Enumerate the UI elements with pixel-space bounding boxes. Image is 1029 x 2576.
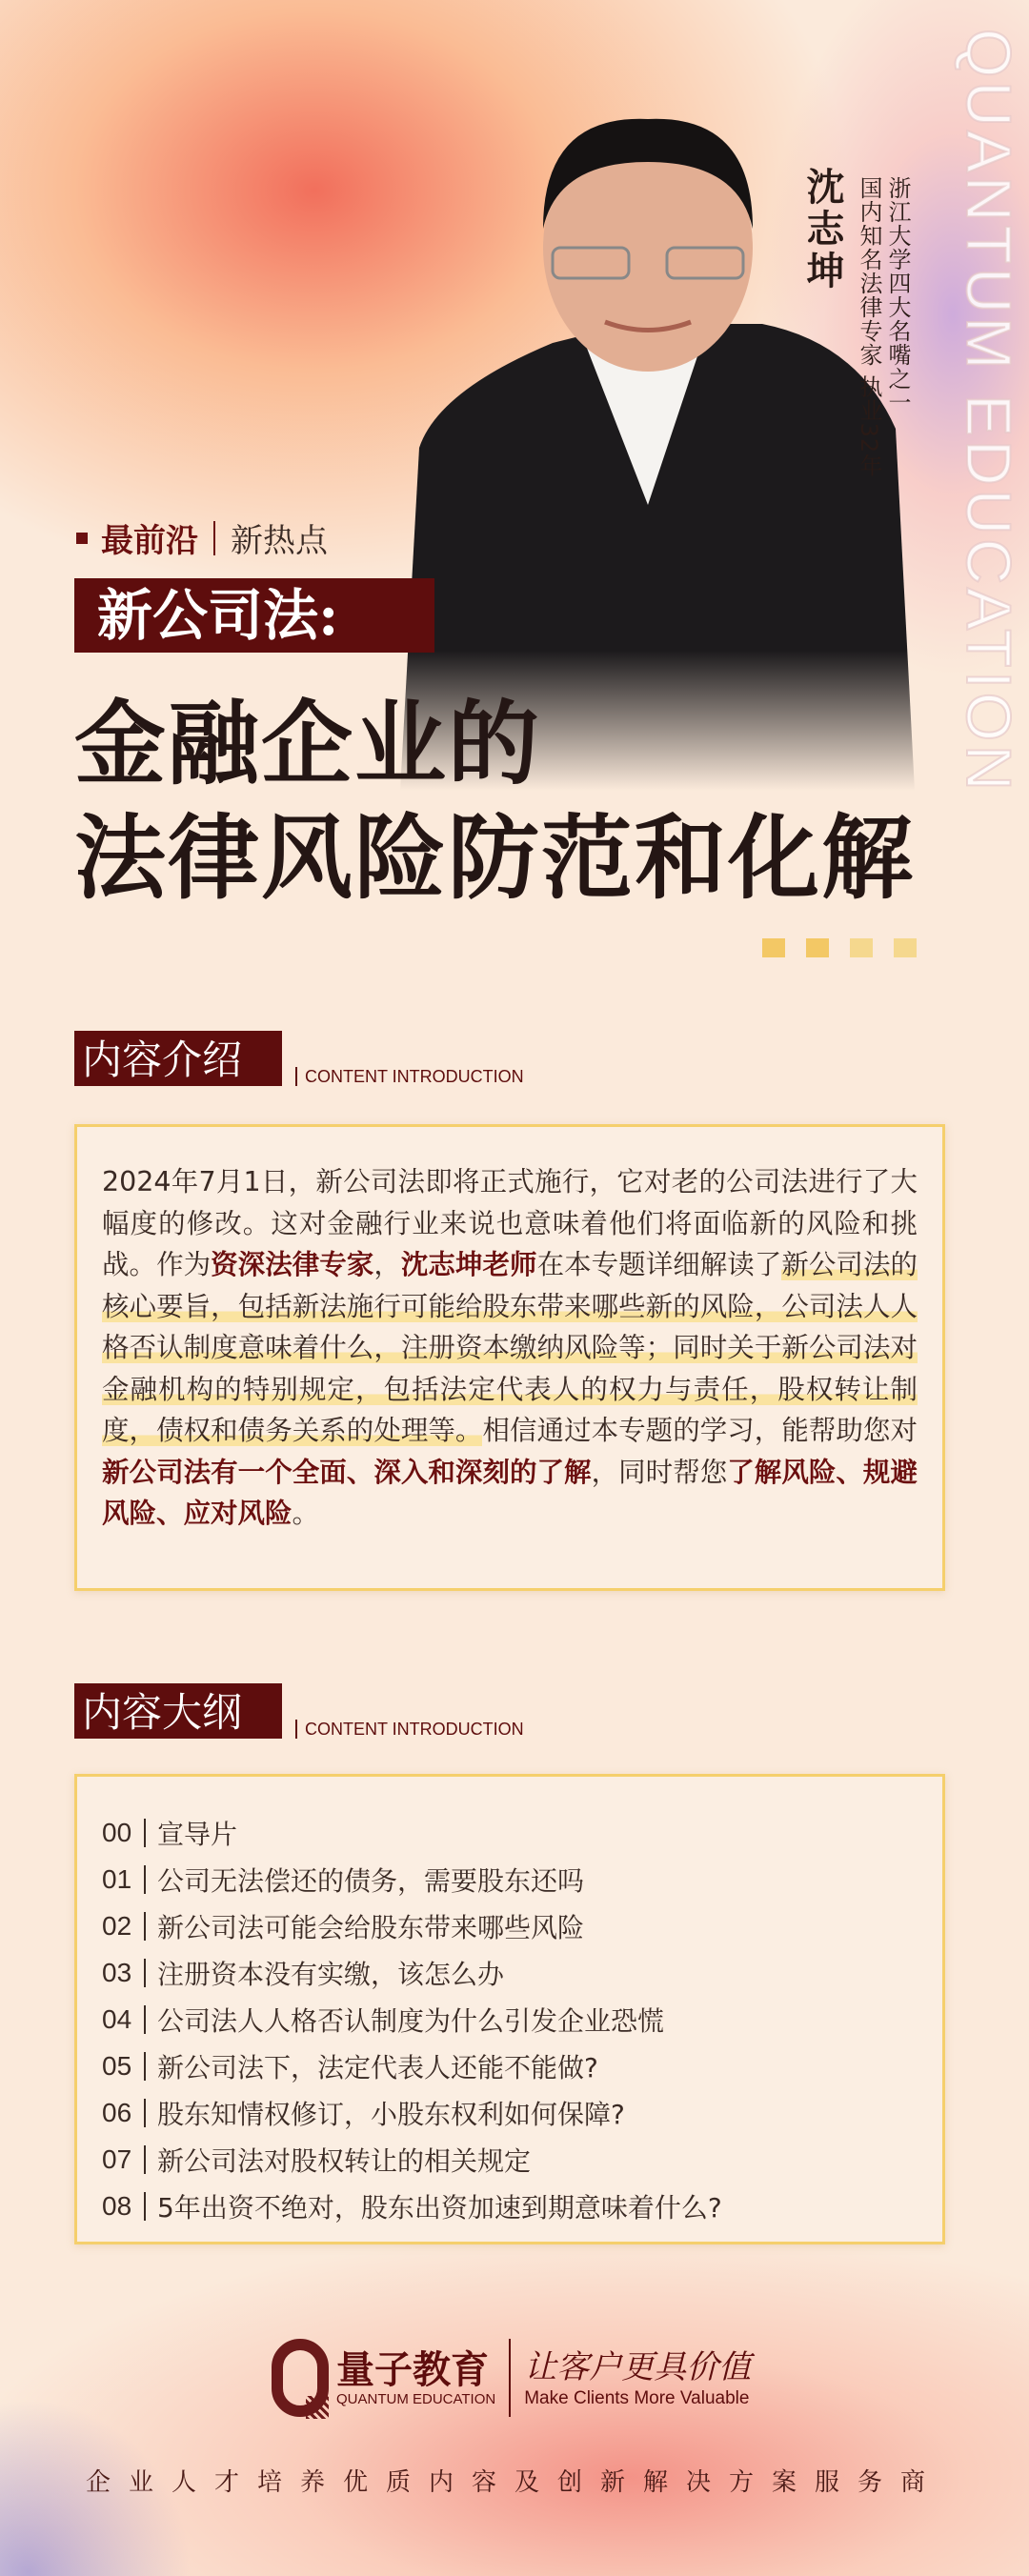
intro-text: 。: [292, 1498, 320, 1529]
item-number: 01: [102, 1863, 132, 1894]
list-item: [102, 1809, 918, 1856]
tagline-secondary: 新热点: [231, 522, 328, 560]
item-number: 08: [102, 2190, 132, 2221]
section-subtitle: CONTENT INTRODUCTION: [295, 1067, 524, 1086]
speaker-bio-line: 国内知名法律专家 执业32年: [856, 176, 882, 478]
divider: [509, 2339, 511, 2417]
list-item: [102, 2089, 918, 2136]
square-bullet-icon: [76, 533, 88, 544]
item-text: 宣导片: [157, 1818, 238, 1850]
tagline: [76, 514, 328, 561]
item-text: 新公司法对股权转让的相关规定: [157, 2144, 532, 2177]
intro-highlight: 新公司法的核心要旨，包括新法施行可能给股东带来哪些新的风险，公司法人人格否认制度意味着什么，注册资本缴纳风险等；同时关于新公司法对金融机构的特别规定，包括法定代表人的权力与责任，股权转让制度，债权和债务关系的处理等。: [102, 1249, 918, 1446]
section-subtitle: CONTENT INTRODUCTION: [295, 1720, 524, 1739]
intro-emphasis: 沈志坤老师: [400, 1249, 537, 1280]
list-item: [102, 2043, 918, 2089]
item-number: 07: [102, 2143, 132, 2174]
item-number: 06: [102, 2097, 132, 2127]
section-title: 内容大纲: [74, 1683, 282, 1739]
item-text: 公司无法偿还的债务，需要股东还吗: [157, 1864, 585, 1897]
slogan-en: Make Clients More Valuable: [524, 2388, 750, 2408]
brand-name: 量子教育: [336, 2347, 489, 2392]
vertical-brand-text: QUANTUM EDUCATION: [954, 29, 1024, 795]
page-title-line: 金融企业的: [74, 690, 541, 797]
footer-logo: [272, 2339, 751, 2417]
list-item: [102, 1902, 918, 1949]
item-number: 05: [102, 2050, 132, 2081]
outline-card: [74, 1774, 945, 2244]
item-text: 注册资本没有实缴，该怎么办: [157, 1958, 505, 1990]
speaker-bio-line: 浙江大学四大名嘴之一: [884, 176, 911, 414]
decorative-squares: [762, 938, 917, 957]
quantum-logo-icon: [272, 2339, 329, 2417]
intro-emphasis: 新公司法有一个全面、深入和深刻的了解: [102, 1456, 592, 1488]
item-text: 公司法人人格否认制度为什么引发企业恐慌: [157, 2004, 665, 2037]
item-text: 新公司法下，法定代表人还能不能做?: [157, 2051, 598, 2083]
item-number: 00: [102, 1817, 132, 1847]
item-text: 5年出资不绝对，股东出资加速到期意味着什么?: [157, 2191, 722, 2224]
page-title-line: 法律风险防范和化解: [74, 804, 915, 912]
intro-text: ，同时帮您: [591, 1456, 728, 1488]
footer-tagline: 企业人才培养优质内容及创新解决方案服务商: [85, 2468, 943, 2497]
intro-text: 相信通过本专题的学习，能帮助您对: [482, 1415, 918, 1446]
intro-text: 2024年7月1日，新公司法即将正式施行，它对老的公司法进行了大幅度的修改。这对金融行业来说也意味着他们将面临新的风险和挑战。作为: [102, 1166, 918, 1280]
speaker-name: 沈志坤: [800, 167, 845, 292]
intro-emphasis: 了解风险、规避风险、应对风险: [102, 1456, 918, 1529]
list-item: [102, 1996, 918, 2043]
item-number: 03: [102, 1957, 132, 1987]
list-item: [102, 1856, 918, 1902]
item-text: 新公司法可能会给股东带来哪些风险: [157, 1911, 585, 1943]
item-text: 股东知情权修订，小股东权利如何保障?: [157, 2098, 625, 2130]
item-number: 02: [102, 1910, 132, 1941]
outline-heading: [74, 1683, 524, 1739]
intro-text: 在本专题详细解读了: [536, 1249, 782, 1280]
slogan: 让客户更具价值: [524, 2348, 752, 2386]
list-item: [102, 2136, 918, 2183]
brand-name-en: QUANTUM EDUCATION: [336, 2390, 496, 2407]
tagline-primary: 最前沿: [101, 522, 198, 560]
intro-heading: [74, 1031, 524, 1086]
section-title: 内容介绍: [74, 1031, 282, 1086]
intro-text: ，: [373, 1249, 401, 1280]
divider: [213, 521, 215, 555]
intro-card: [74, 1124, 945, 1591]
item-number: 04: [102, 2003, 132, 2034]
list-item: [102, 2183, 918, 2229]
list-item: [102, 1949, 918, 1996]
title-box: 新公司法:: [74, 578, 434, 653]
intro-emphasis: 资深法律专家: [211, 1249, 374, 1280]
